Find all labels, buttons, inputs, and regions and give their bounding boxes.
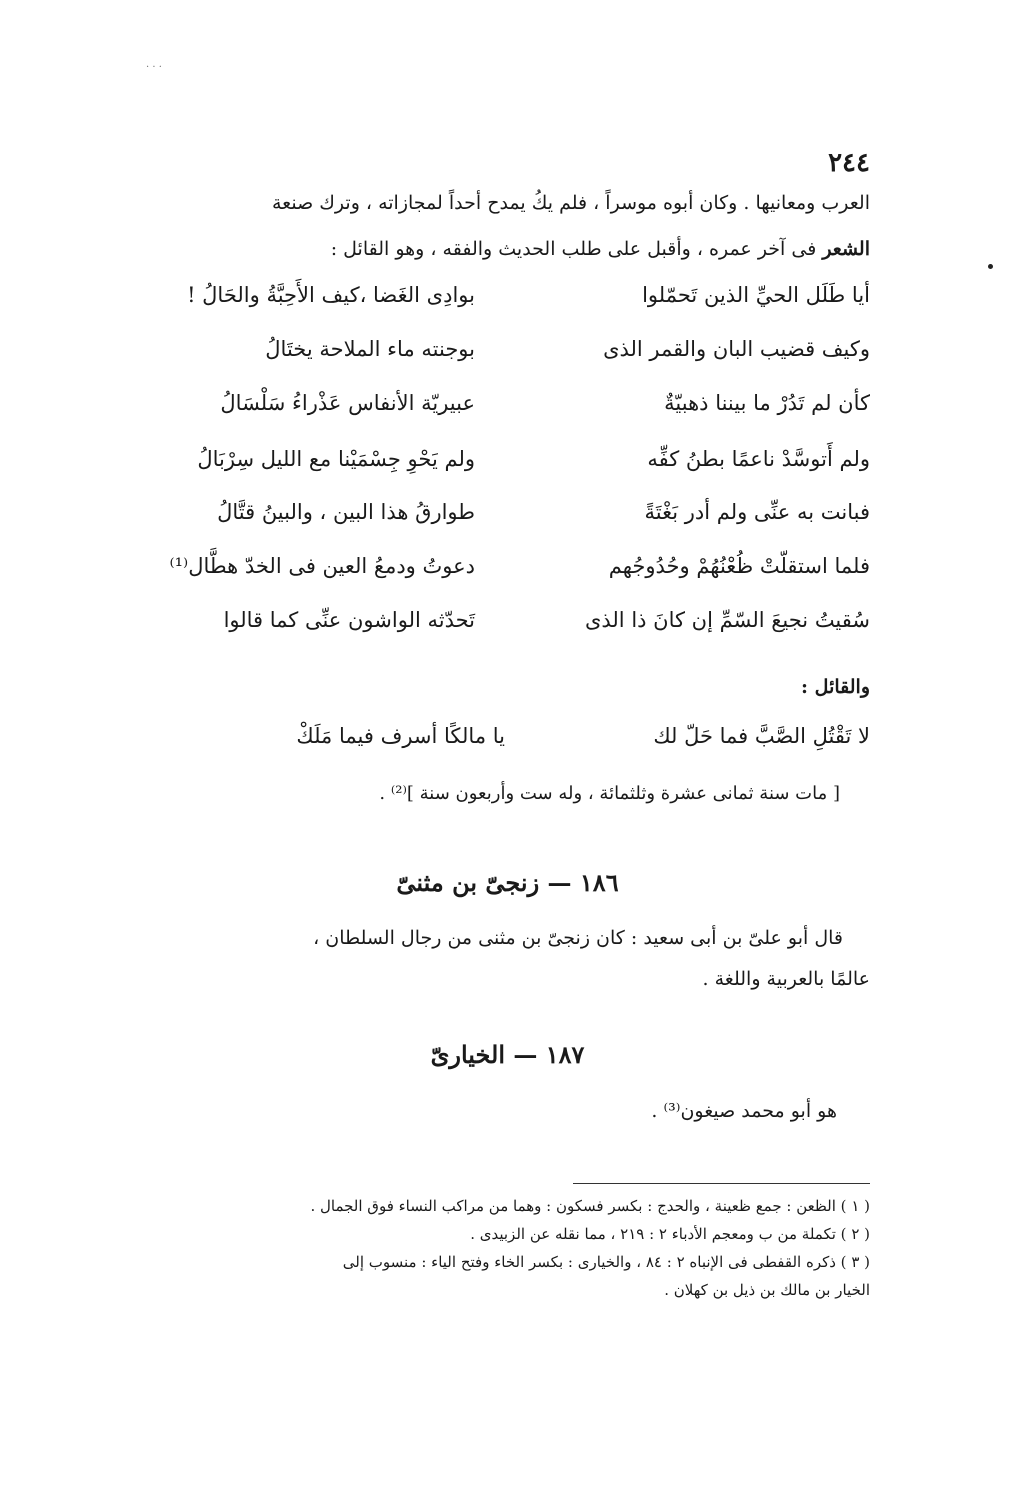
scan-dot: [988, 264, 993, 269]
intro-line-2: [145, 226, 870, 272]
footnote-2: ( ٢ ) تكملة من ب ومعجم الأدباء ٢ : ٢١٩ ، مما نقله عن الزبيدى .: [470, 1225, 870, 1243]
verse-7-second-hemistich: تَحدّثه الواشون عنِّى كما قالوا: [223, 608, 475, 632]
poem2-first-hemistich: لا تَقْتُلِ الصَّبَّ فما حَلّ لك: [653, 724, 870, 748]
verse-2-first-hemistich: وكيف قضيب البان والقمر الذى: [603, 337, 870, 361]
intro-bold-word: الشعر: [822, 238, 870, 260]
verse-5-first-hemistich: فبانت به عنِّى ولم أدر بَغْتَةً: [644, 500, 870, 524]
death-note: [ مات سنة ثمانى عشرة وثلثمائة ، وله ست وأربعون سنة ]⁽²⁾ .: [379, 783, 840, 804]
verse-4: [145, 447, 870, 507]
section-186-line-2: عالمًا بالعربية واللغة .: [702, 968, 870, 990]
section-186-line-1: قال أبو علىّ بن أبى سعيد : كان زنجىّ بن مثنى من رجال السلطان ،: [313, 927, 843, 949]
verse-3: [145, 391, 870, 451]
footnote-1: ( ١ ) الظعن : جمع ظعينة ، والحدج : بكسر فسكون : وهما من مراكب النساء فوق الجمال .: [310, 1197, 870, 1215]
footnotes: [145, 1192, 870, 1304]
verse-2: [145, 337, 870, 397]
verse-6: [145, 554, 870, 614]
verse-poem2: [145, 724, 870, 784]
intro-paragraph: [145, 180, 870, 272]
intro-line-2-text: فى آخر عمره ، وأقبل على طلب الحديث والفقه ، وهو القائل :: [330, 238, 823, 260]
verse-7-first-hemistich: سُقيتُ نجيعَ السّمِّ إن كانَ ذا الذى: [584, 608, 870, 632]
intro-line-1: العرب ومعانيها . وكان أبوه موسراً ، فلم يكُ يمدح أحداً لمجازاته ، وترك صنعة: [272, 192, 870, 214]
footnote-separator: [573, 1183, 870, 1184]
verse-4-second-hemistich: ولم يَحْوِ جِسْمَيْنا مع الليل سِرْبَالُ: [197, 447, 475, 471]
verse-4-first-hemistich: ولم أَتوسَّدْ ناعمًا بطنُ كفِّه: [647, 447, 870, 471]
verse-5: [145, 500, 870, 560]
verse-1-first-hemistich: أيا طَلَل الحيِّ الذين تَحمّلوا: [642, 283, 870, 307]
section-187-line-1: هو أبو محمد صيغون⁽³⁾ .: [651, 1100, 837, 1122]
verse-3-first-hemistich: كأن لم تَدُرْ ما بيننا ذهبيّةٌ: [664, 391, 870, 415]
scan-marks: · · ·: [146, 62, 162, 73]
verse-2-second-hemistich: بوجنته ماء الملاحة يختَالُ: [265, 337, 475, 361]
section-186-title: ١٨٦ — زنجىّ بن مثنىّ: [396, 868, 619, 897]
verse-7: [145, 608, 870, 668]
verse-3-second-hemistich: عبيريّة الأنفاس عَذْراءُ سَلْسَالُ: [220, 391, 475, 415]
verse-1-second-hemistich: بوادِى الغَضا ،كيف الأَحِبَّةُ والحَالُ !: [187, 283, 475, 307]
poem2-second-hemistich: يا مالكًا أسرف فيما مَلَكْ: [296, 724, 505, 748]
verse-1: [145, 283, 870, 343]
footnote-3-continued: الخيار بن مالك بن ذيل بن كهلان .: [664, 1281, 870, 1299]
page-number: ٢٤٤: [828, 148, 870, 178]
section-187-title: ١٨٧ — الخيارىّ: [430, 1040, 585, 1069]
verse-6-second-hemistich: دعوتُ ودمعُ العين فى الخدّ هطَّال⁽¹⁾: [169, 554, 475, 578]
footnote-3: ( ٣ ) ذكره القفطى فى الإنباه ٢ : ٨٤ ، والخيارى : بكسر الخاء وفتح الياء : منسوب إلى: [342, 1253, 870, 1271]
and-sayer-label: والقائل :: [801, 676, 870, 698]
verse-5-second-hemistich: طوارقُ هذا البين ، والبينُ قتَّالُ: [217, 500, 475, 524]
verse-6-first-hemistich: فلما استقلّتْ ظُعْنُهُمْ وحُدُوجُهم: [608, 554, 870, 578]
